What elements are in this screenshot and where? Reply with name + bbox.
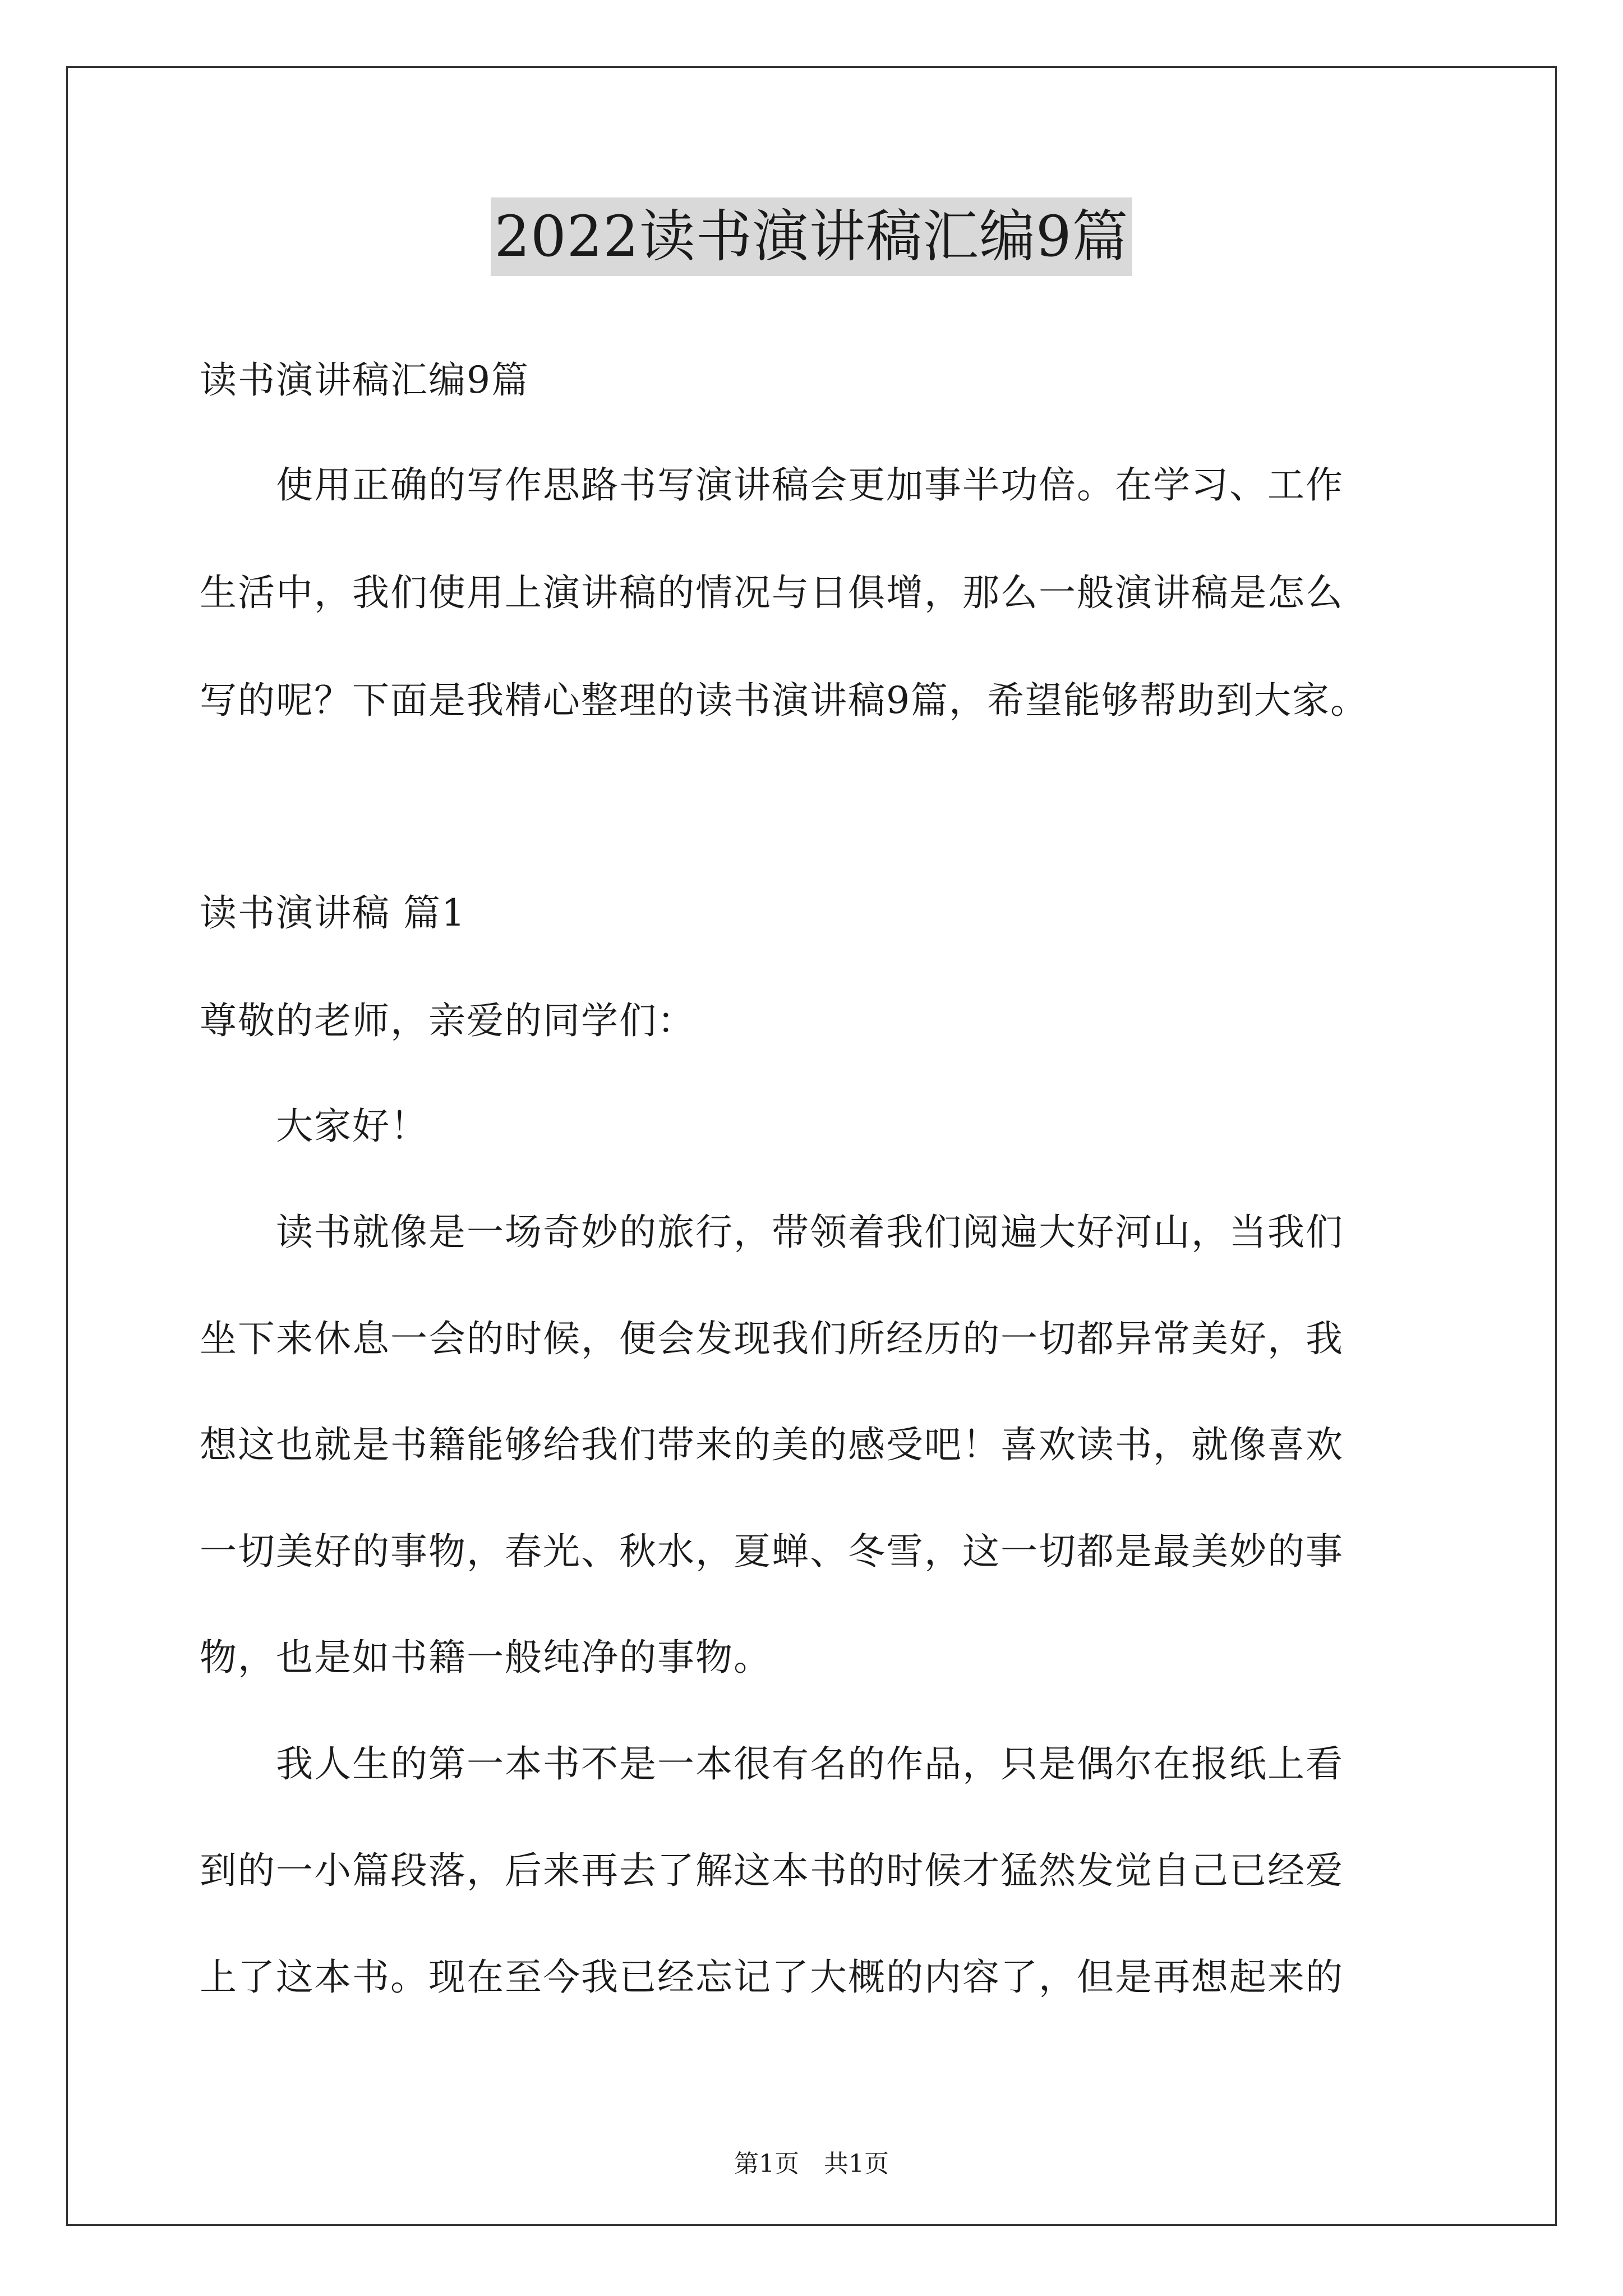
- paragraph2-line-2: 到的一小篇段落，后来再去了解这本书的时候才猛然发觉自己已经爱: [200, 1849, 1344, 1892]
- intro-line-1: 使用正确的写作思路书写演讲稿会更加事半功倍。在学习、工作: [200, 463, 1344, 507]
- paragraph2-line-1: 我人生的第一本书不是一本很有名的作品，只是偶尔在报纸上看: [200, 1742, 1344, 1786]
- section-heading: 读书演讲稿 篇1: [200, 891, 466, 935]
- intro-line-3: 写的呢？下面是我精心整理的读书演讲稿9篇，希望能够帮助到大家。: [200, 679, 1368, 722]
- paragraph1-line-4: 一切美好的事物，春光、秋水，夏蝉、冬雪，这一切都是最美妙的事: [200, 1530, 1344, 1573]
- paragraph1-line-2: 坐下来休息一会的时候，便会发现我们所经历的一切都异常美好，我: [200, 1317, 1344, 1360]
- greeting: 大家好！: [200, 1105, 428, 1148]
- paragraph1-line-3: 想这也就是书籍能够给我们带来的美的感受吧！喜欢读书，就像喜欢: [200, 1423, 1344, 1466]
- paragraph2-line-3: 上了这本书。现在至今我已经忘记了大概的内容了，但是再想起来的: [200, 1955, 1344, 1999]
- salutation: 尊敬的老师，亲爱的同学们：: [200, 999, 695, 1042]
- page-footer: 第1页 共1页: [734, 2150, 889, 2178]
- title-container: [0, 197, 1623, 276]
- subtitle: 读书演讲稿汇编9篇: [200, 358, 529, 402]
- paragraph1-line-1: 读书就像是一场奇妙的旅行，带领着我们阅遍大好河山，当我们: [200, 1211, 1344, 1254]
- document-title: 2022读书演讲稿汇编9篇: [491, 197, 1132, 276]
- intro-line-2: 生活中，我们使用上演讲稿的情况与日俱增，那么一般演讲稿是怎么: [200, 571, 1344, 614]
- paragraph1-line-5: 物，也是如书籍一般纯净的事物。: [200, 1636, 772, 1679]
